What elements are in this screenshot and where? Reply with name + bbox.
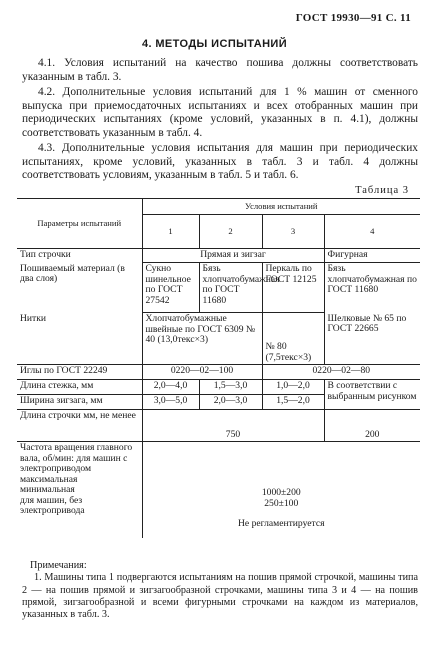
col-number-3: 3 [262,215,324,249]
needles-value-1-2: 0220—02—100 [142,365,262,380]
line-length-1-3: 750 [142,410,324,442]
conditions-table [17,198,420,538]
zigzag-width-3: 1,5—2,0 [262,395,324,410]
notes-text: 1. Машины типа 1 подвергаются испытаниям на пошив прямой строчкой, машины типа 2 — на пошив прямой и зигзагообразной строчками, машины типа 3 и 4 — на пошив прямой, зигзагообразной и всеми фигурными строчками на каждом из материалов, указанных в табл. 3. [22,572,418,621]
col-number-1: 1 [142,215,199,249]
material-3: Перкаль по ГОСТ 12125 [262,263,324,313]
freq-min-value: 250±100 [264,497,299,509]
table-caption: Таблица 3 [355,185,409,196]
row-label-line-length: Длина строчки мм, не менее [17,410,142,442]
zigzag-width-2: 2,0—3,0 [199,395,262,410]
stitch-length-3: 1,0—2,0 [262,380,324,395]
row-label-material: Пошиваемый материал (в два слоя) [17,263,142,313]
row-label-rotation-frequency [17,442,142,538]
freq-not-regulated: Не регламентируется [238,518,325,529]
notes-title: Примечания: [30,560,87,571]
conditions-header: Условия испытаний [142,199,420,215]
freq-min-label: минимальная [20,484,75,495]
stitch-figured: Фигурная [324,249,420,263]
threads-no-80: № 80 (7,5текс×3) [262,313,324,365]
row-label-stitch-length: Длина стежка, мм [17,380,142,395]
zigzag-width-1: 3,0—5,0 [142,395,199,410]
params-header: Параметры испытаний [17,199,142,249]
material-1: Сукно шинельное по ГОСТ 27542 [142,263,199,313]
row-label-threads: Нитки [17,313,142,365]
page-header: ГОСТ 19930—91 С. 11 [295,12,411,24]
needles-value-3-4: 0220—02—80 [262,365,420,380]
material-4: Бязь хлопчатобумажная по ГОСТ 11680 [324,263,420,313]
freq-max-label: максимальная [20,473,78,485]
material-2: Бязь хлопчатобумажная по ГОСТ 11680 [199,263,262,313]
row-label-stitch-type: Тип строчки [17,249,142,263]
freq-max-value: 1000±200 [261,487,301,498]
row-label-needles: Иглы по ГОСТ 22249 [17,365,142,380]
paragraph-4-2: 4.2. Дополнительные условия испытаний для 1 % машин от сменного выпуска при приемосдаточных испытаниях и всех отобранных машин при периодических испытаниях (кроме условий, указанных в п. 4.1), должны соответствовать указанным в табл. 4. [22,86,418,140]
stitch-straight-zigzag: Прямая и зигзаг [142,249,324,263]
col-number-2: 2 [199,215,262,249]
threads-silk: Шелковые № 65 по ГОСТ 22665 [324,313,420,365]
paragraph-4-1: 4.1. Условия испытаний на качество пошива должны соответствовать указанным в табл. 3. [22,57,418,83]
section-title: 4. МЕТОДЫ ИСПЫТАНИЙ [141,38,288,50]
col-number-4: 4 [324,215,420,249]
threads-cotton: Хлопчатобумажные швейные по ГОСТ 6309 № 40 (13,0текс×3) [142,313,262,365]
stitch-length-2: 1,5—3,0 [199,380,262,395]
freq-values [142,442,420,538]
per-pattern-note: В соответствии с выбранным рисунком [324,380,420,410]
stitch-length-1: 2,0—4,0 [142,380,199,395]
row-label-zigzag-width: Ширина зигзага, мм [17,395,142,410]
line-length-4: 200 [324,410,420,442]
notes-block [22,560,418,621]
freq-no-drive-label: для машин, без электропривода [20,494,85,516]
freq-label: Частота вращения главного вала, об/мин: для машин с электроприводом [20,442,133,474]
paragraph-4-3: 4.3. Дополнительные условия испытания для машин при периодических испытаниях, кроме условий, указанных в табл. 3 и табл. 4 должны соответствовать условиям, указанным в табл. 5 и табл. 6. [22,142,418,182]
